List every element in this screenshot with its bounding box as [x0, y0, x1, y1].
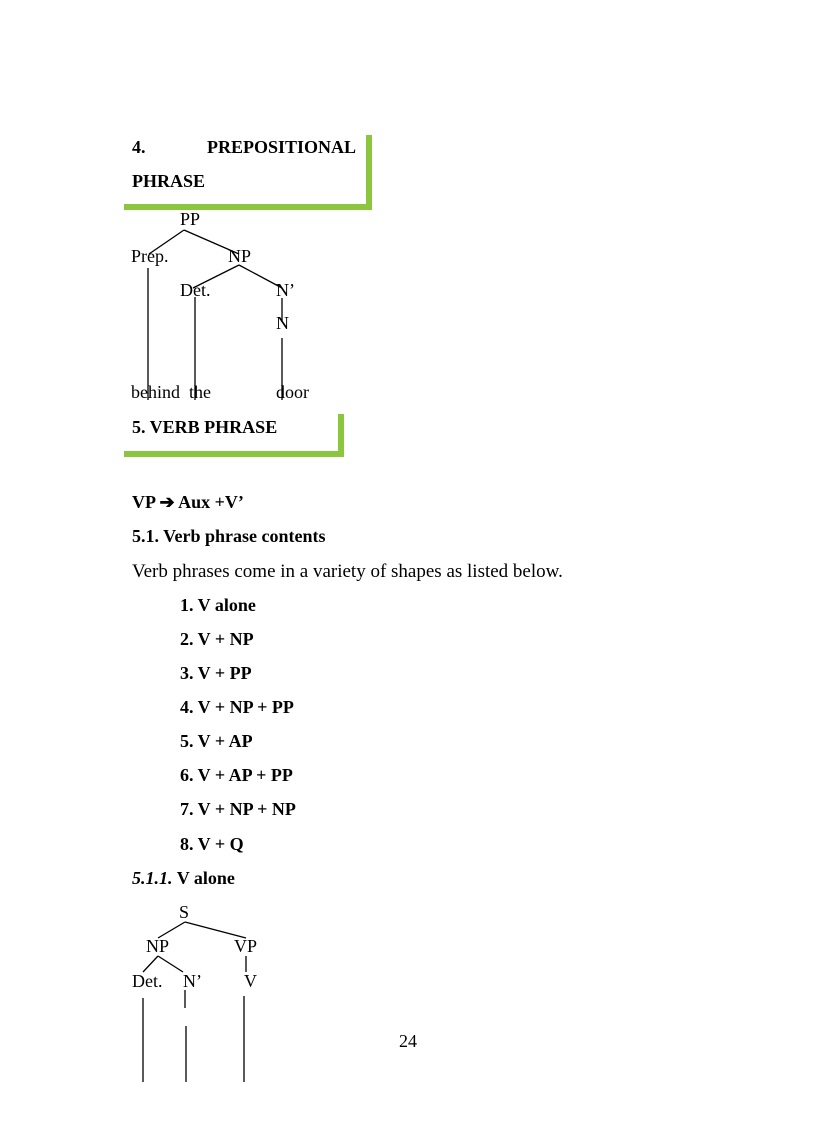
s-node-det: Det.: [132, 971, 163, 991]
pp-node-nbar: N’: [276, 280, 295, 300]
pp-node-root: PP: [180, 209, 201, 229]
list-item: 1. V alone: [180, 595, 256, 615]
pp-word-det: the: [189, 382, 211, 402]
vp-rule-left: VP: [132, 492, 156, 512]
intro-paragraph: Verb phrases come in a variety of shapes as listed below.: [132, 561, 563, 582]
section-5-1-1-number: 5.1.1.: [132, 868, 173, 888]
list-item: 7. V + NP + NP: [180, 799, 296, 819]
s-node-nbar: N’: [183, 971, 202, 991]
heading4-title: PREPOSITIONAL: [207, 137, 357, 157]
page-number: 24: [399, 1031, 417, 1051]
pp-node-det: Det.: [180, 280, 211, 300]
vp-rule-right: Aux +V’: [178, 492, 244, 512]
list-item: 6. V + AP + PP: [180, 765, 293, 785]
pp-node-n: N: [276, 313, 289, 333]
section-5-1-1-label: V alone: [176, 868, 235, 888]
s-node-v: V: [244, 971, 257, 991]
pp-word-noun: door: [276, 382, 309, 402]
heading5-title: 5. VERB PHRASE: [132, 417, 278, 437]
s-tree-branch: [143, 956, 158, 972]
section-5-1-title: 5.1. Verb phrase contents: [132, 526, 326, 546]
arrow-icon: ➔: [159, 492, 175, 512]
pp-node-np: NP: [228, 246, 252, 266]
heading4-number: 4.: [132, 137, 146, 157]
list-item: 4. V + NP + PP: [180, 697, 294, 717]
s-node-vp: VP: [234, 936, 258, 956]
s-node-np: NP: [146, 936, 170, 956]
list-item: 3. V + PP: [180, 663, 252, 683]
list-item: 5. V + AP: [180, 731, 253, 751]
list-item: 2. V + NP: [180, 629, 254, 649]
s-node-root: S: [179, 902, 190, 922]
pp-word-prep: behind: [131, 382, 180, 402]
list-item: 8. V + Q: [180, 834, 244, 854]
pp-node-prep: Prep.: [131, 246, 169, 266]
s-tree-branch: [158, 956, 183, 972]
heading4-title-line2: PHRASE: [132, 171, 206, 191]
